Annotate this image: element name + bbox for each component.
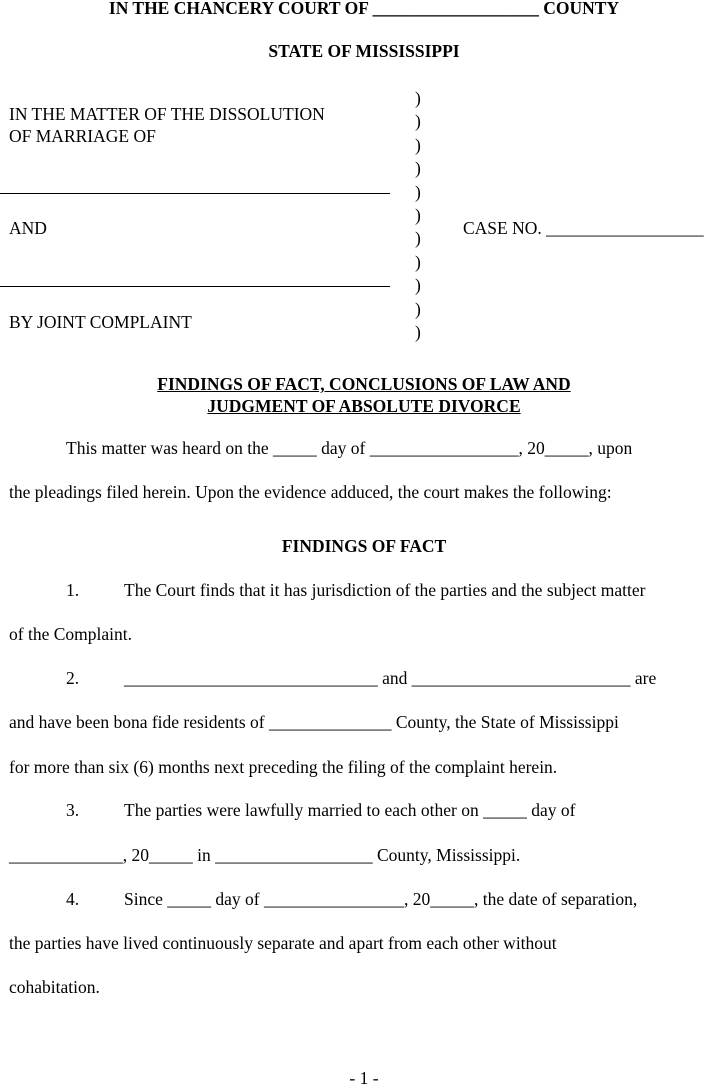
paren: ) xyxy=(415,228,421,249)
paren: ) xyxy=(415,111,421,132)
paren: ) xyxy=(415,321,421,342)
intro-line-1: This matter was heard on the _____ day of _________________, 20_____, upon xyxy=(66,438,633,458)
paren: ) xyxy=(415,275,421,296)
caption-divider-parens xyxy=(415,87,429,344)
paren: ) xyxy=(415,251,421,272)
finding-4-line-2: the parties have lived continuously separate and apart from each other without xyxy=(9,933,557,953)
document-title-line-2: JUDGMENT OF ABSOLUTE DIVORCE xyxy=(207,396,521,416)
findings-heading: FINDINGS OF FACT xyxy=(281,536,447,556)
matter-line-1: IN THE MATTER OF THE DISSOLUTION xyxy=(9,104,325,124)
paren: ) xyxy=(415,181,421,202)
finding-1-line-1: The Court finds that it has jurisdiction of the parties and the subject matter xyxy=(124,580,646,600)
paren: ) xyxy=(415,88,421,108)
case-number-field: CASE NO. __________________ xyxy=(463,218,704,238)
document-title-line-1: FINDINGS OF FACT, CONCLUSIONS OF LAW AND xyxy=(157,374,571,394)
finding-2-line-3: for more than six (6) months next preceding the filing of the complaint herein. xyxy=(9,757,558,777)
finding-4-line-3: cohabitation. xyxy=(9,977,100,997)
state-heading: STATE OF MISSISSIPPI xyxy=(268,41,460,61)
finding-3-line-1: The parties were lawfully married to each other on _____ day of xyxy=(124,800,576,820)
by-joint-complaint-label: BY JOINT COMPLAINT xyxy=(9,312,192,332)
and-label: AND xyxy=(9,218,47,238)
paren: ) xyxy=(415,298,421,319)
finding-3-number: 3. xyxy=(66,800,80,820)
finding-2-line-1: _____________________________ and _________________________ are xyxy=(124,668,657,688)
paren: ) xyxy=(415,134,421,155)
court-heading: IN THE CHANCERY COURT OF ___________________ COUNTY xyxy=(108,0,620,18)
finding-2-line-2: and have been bona fide residents of ______________ County, the State of Mississippi xyxy=(9,712,619,732)
finding-3-line-2: _____________, 20_____ in __________________ County, Mississippi. xyxy=(9,845,521,865)
matter-line-2: OF MARRIAGE OF xyxy=(9,126,156,146)
party-2-signature-line xyxy=(0,286,390,287)
finding-1-line-2: of the Complaint. xyxy=(9,624,132,644)
finding-1-number: 1. xyxy=(66,580,80,600)
party-1-signature-line xyxy=(0,193,390,194)
paren: ) xyxy=(415,204,421,225)
finding-2-number: 2. xyxy=(66,668,80,688)
paren: ) xyxy=(415,158,421,179)
intro-line-2: the pleadings filed herein. Upon the evidence adduced, the court makes the following: xyxy=(9,482,612,502)
page-number: - 1 - xyxy=(349,1068,379,1088)
finding-4-line-1: Since _____ day of ________________, 20_____, the date of separation, xyxy=(124,889,638,909)
finding-4-number: 4. xyxy=(66,889,80,909)
